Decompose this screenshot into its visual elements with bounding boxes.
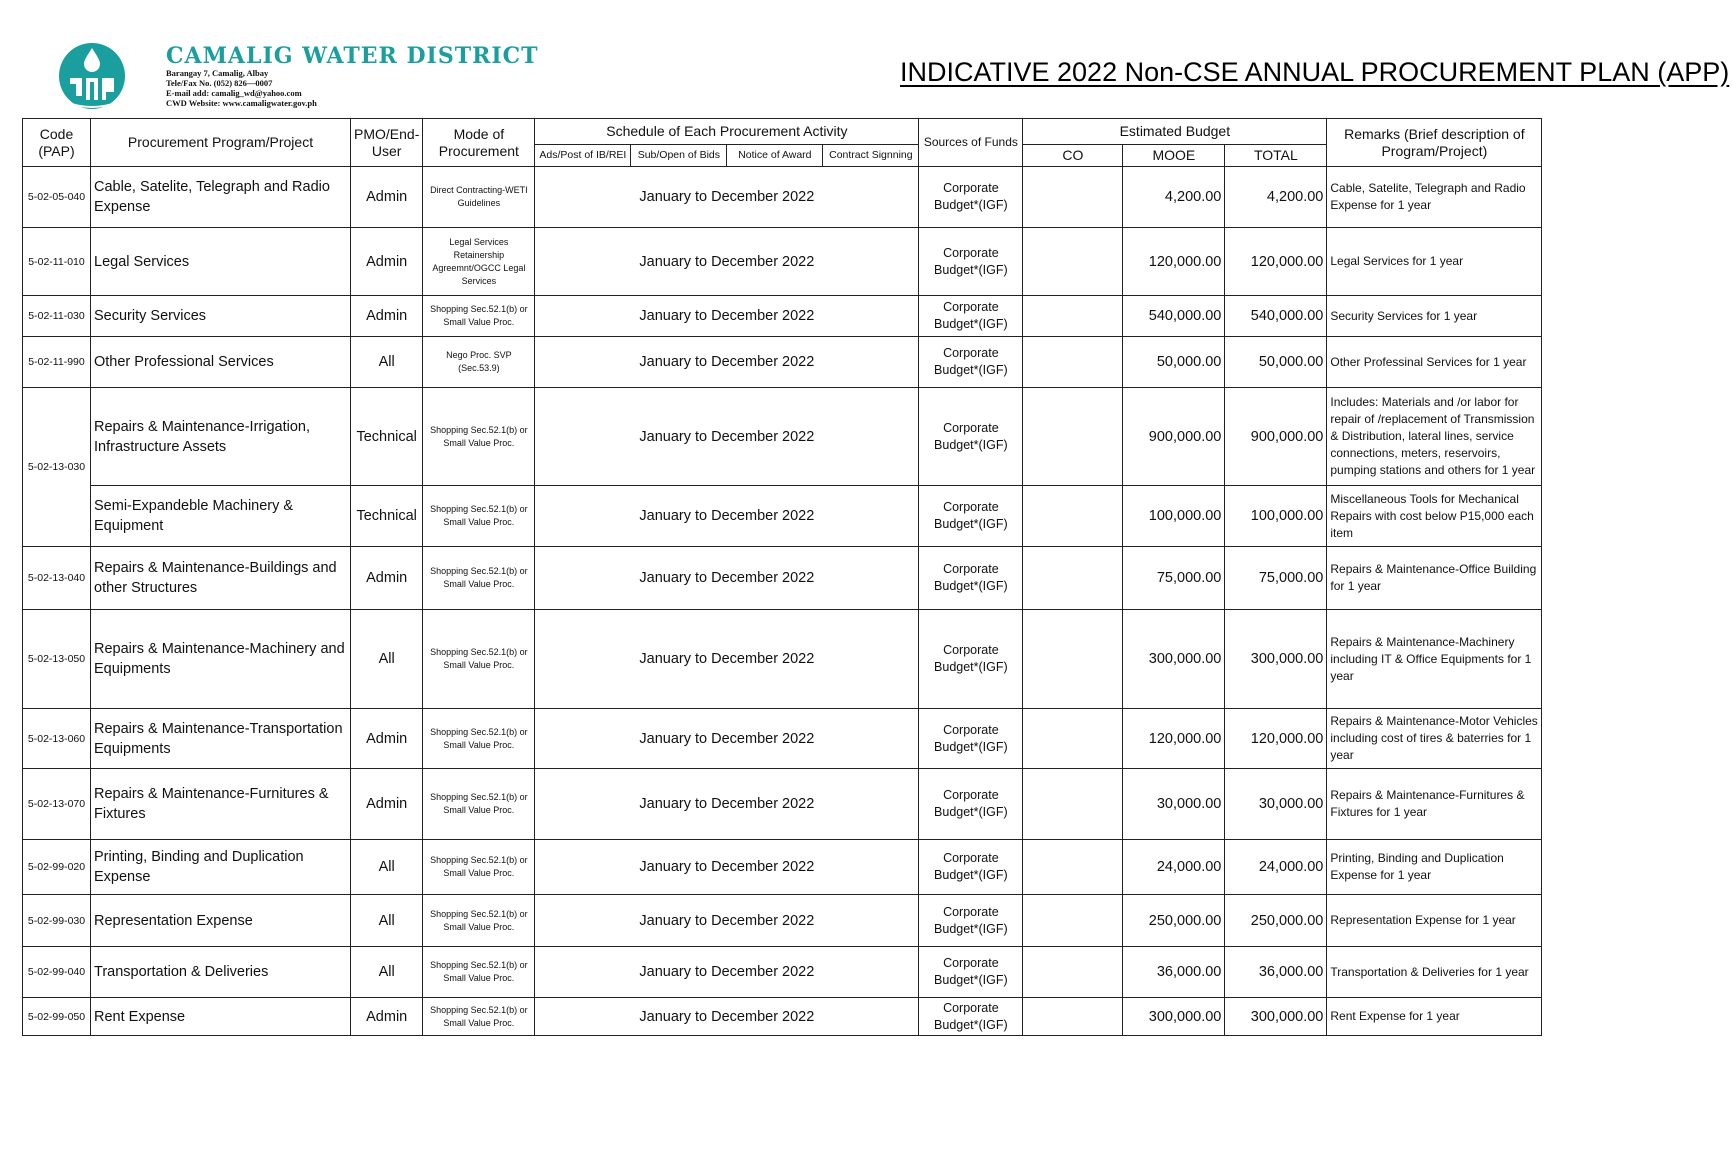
row-remarks: Legal Services for 1 year	[1327, 228, 1542, 296]
row-code: 5-02-99-050	[23, 998, 91, 1036]
row-mooe: 250,000.00	[1123, 895, 1225, 947]
row-mooe: 300,000.00	[1123, 610, 1225, 709]
procurement-plan-table	[22, 118, 1542, 1036]
row-schedule: January to December 2022	[535, 547, 919, 610]
row-mooe: 300,000.00	[1123, 998, 1225, 1036]
table-row	[23, 840, 1542, 895]
row-pmo: Admin	[351, 769, 423, 840]
row-fund: Corporate Budget*(IGF)	[919, 228, 1023, 296]
row-schedule: January to December 2022	[535, 709, 919, 769]
row-schedule: January to December 2022	[535, 337, 919, 388]
row-total: 120,000.00	[1225, 709, 1327, 769]
row-fund: Corporate Budget*(IGF)	[919, 610, 1023, 709]
row-remarks: Representation Expense for 1 year	[1327, 895, 1542, 947]
table-row	[23, 167, 1542, 228]
table-row	[23, 388, 1542, 486]
row-fund: Corporate Budget*(IGF)	[919, 337, 1023, 388]
row-schedule: January to December 2022	[535, 840, 919, 895]
row-mooe: 24,000.00	[1123, 840, 1225, 895]
row-mode: Shopping Sec.52.1(b) or Small Value Proc.	[423, 547, 535, 610]
org-email: E-mail add: camalig_wd@yahoo.com	[166, 88, 302, 98]
row-mooe: 120,000.00	[1123, 709, 1225, 769]
row-mode: Shopping Sec.52.1(b) or Small Value Proc.	[423, 947, 535, 998]
row-fund: Corporate Budget*(IGF)	[919, 769, 1023, 840]
row-schedule: January to December 2022	[535, 296, 919, 337]
table-row	[23, 769, 1542, 840]
row-schedule: January to December 2022	[535, 998, 919, 1036]
row-pmo: Admin	[351, 709, 423, 769]
row-program: Repairs & Maintenance-Irrigation, Infrastructure Assets	[91, 388, 351, 486]
row-remarks: Security Services for 1 year	[1327, 296, 1542, 337]
row-total: 4,200.00	[1225, 167, 1327, 228]
row-mode: Shopping Sec.52.1(b) or Small Value Proc.	[423, 610, 535, 709]
table-row	[23, 547, 1542, 610]
org-info	[166, 44, 539, 108]
row-co	[1023, 167, 1123, 228]
row-remarks: Repairs & Maintenance-Machinery including IT & Office Equipments for 1 year	[1327, 610, 1542, 709]
row-mode: Nego Proc. SVP (Sec.53.9)	[423, 337, 535, 388]
row-schedule: January to December 2022	[535, 947, 919, 998]
row-co	[1023, 388, 1123, 486]
col-header-pmo: PMO/End-User	[351, 119, 423, 167]
col-header-ads: Ads/Post of IB/REI	[535, 145, 631, 167]
row-program: Rent Expense	[91, 998, 351, 1036]
row-pmo: All	[351, 947, 423, 998]
row-co	[1023, 769, 1123, 840]
row-total: 120,000.00	[1225, 228, 1327, 296]
col-header-remarks: Remarks (Brief description of Program/Project)	[1327, 119, 1542, 167]
row-remarks: Transportation & Deliveries for 1 year	[1327, 947, 1542, 998]
col-header-co: CO	[1023, 145, 1123, 167]
header-row-top	[23, 119, 1542, 145]
row-remarks: Repairs & Maintenance-Furnitures & Fixtures for 1 year	[1327, 769, 1542, 840]
table-row	[23, 709, 1542, 769]
org-website: CWD Website: www.camaligwater.gov.ph	[166, 98, 317, 108]
row-program: Repairs & Maintenance-Furnitures & Fixtures	[91, 769, 351, 840]
row-total: 75,000.00	[1225, 547, 1327, 610]
row-mode: Shopping Sec.52.1(b) or Small Value Proc.	[423, 709, 535, 769]
row-pmo: All	[351, 895, 423, 947]
row-total: 300,000.00	[1225, 998, 1327, 1036]
row-schedule: January to December 2022	[535, 895, 919, 947]
row-schedule: January to December 2022	[535, 228, 919, 296]
row-code: 5-02-99-040	[23, 947, 91, 998]
row-remarks: Other Professinal Services for 1 year	[1327, 337, 1542, 388]
row-code: 5-02-13-030	[23, 388, 91, 547]
col-header-sub-open: Sub/Open of Bids	[631, 145, 727, 167]
row-schedule: January to December 2022	[535, 610, 919, 709]
row-total: 30,000.00	[1225, 769, 1327, 840]
row-code: 5-02-13-050	[23, 610, 91, 709]
row-fund: Corporate Budget*(IGF)	[919, 998, 1023, 1036]
row-pmo: Admin	[351, 228, 423, 296]
row-total: 300,000.00	[1225, 610, 1327, 709]
row-mooe: 36,000.00	[1123, 947, 1225, 998]
row-total: 250,000.00	[1225, 895, 1327, 947]
row-mode: Shopping Sec.52.1(b) or Small Value Proc.	[423, 388, 535, 486]
row-fund: Corporate Budget*(IGF)	[919, 947, 1023, 998]
row-total: 50,000.00	[1225, 337, 1327, 388]
row-program: Transportation & Deliveries	[91, 947, 351, 998]
row-remarks: Repairs & Maintenance-Motor Vehicles including cost of tires & baterries for 1 year	[1327, 709, 1542, 769]
row-pmo: Admin	[351, 167, 423, 228]
row-code: 5-02-13-040	[23, 547, 91, 610]
row-mooe: 4,200.00	[1123, 167, 1225, 228]
row-mooe: 75,000.00	[1123, 547, 1225, 610]
row-mode: Shopping Sec.52.1(b) or Small Value Proc.	[423, 998, 535, 1036]
row-co	[1023, 337, 1123, 388]
col-header-mooe: MOOE	[1123, 145, 1225, 167]
row-schedule: January to December 2022	[535, 388, 919, 486]
row-total: 900,000.00	[1225, 388, 1327, 486]
row-program: Repairs & Maintenance-Buildings and other Structures	[91, 547, 351, 610]
row-program: Printing, Binding and Duplication Expense	[91, 840, 351, 895]
row-mooe: 120,000.00	[1123, 228, 1225, 296]
row-code: 5-02-99-030	[23, 895, 91, 947]
row-program: Repairs & Maintenance-Machinery and Equipments	[91, 610, 351, 709]
row-fund: Corporate Budget*(IGF)	[919, 709, 1023, 769]
row-pmo: All	[351, 840, 423, 895]
row-schedule: January to December 2022	[535, 486, 919, 547]
row-fund: Corporate Budget*(IGF)	[919, 296, 1023, 337]
col-header-budget: Estimated Budget	[1023, 119, 1327, 145]
row-remarks: Rent Expense for 1 year	[1327, 998, 1542, 1036]
table-row	[23, 610, 1542, 709]
row-total: 36,000.00	[1225, 947, 1327, 998]
table-row	[23, 895, 1542, 947]
row-co	[1023, 840, 1123, 895]
row-code: 5-02-11-030	[23, 296, 91, 337]
row-code: 5-02-11-010	[23, 228, 91, 296]
row-fund: Corporate Budget*(IGF)	[919, 486, 1023, 547]
row-mooe: 100,000.00	[1123, 486, 1225, 547]
org-name: CAMALIG WATER DISTRICT	[166, 43, 539, 69]
table-row	[23, 337, 1542, 388]
col-header-contract: Contract Signning	[823, 145, 919, 167]
row-remarks: Printing, Binding and Duplication Expense for 1 year	[1327, 840, 1542, 895]
col-header-mode: Mode of Procurement	[423, 119, 535, 167]
table-row	[23, 296, 1542, 337]
row-remarks: Miscellaneous Tools for Mechanical Repairs with cost below P15,000 each item	[1327, 486, 1542, 547]
row-program: Legal Services	[91, 228, 351, 296]
row-mode: Legal Services Retainership Agreemnt/OGCC Legal Services	[423, 228, 535, 296]
row-pmo: Admin	[351, 547, 423, 610]
table-row	[23, 998, 1542, 1036]
row-fund: Corporate Budget*(IGF)	[919, 388, 1023, 486]
row-total: 24,000.00	[1225, 840, 1327, 895]
row-pmo: Technical	[351, 388, 423, 486]
row-code: 5-02-13-060	[23, 709, 91, 769]
row-code: 5-02-05-040	[23, 167, 91, 228]
row-co	[1023, 947, 1123, 998]
row-remarks: Repairs & Maintenance-Office Building for 1 year	[1327, 547, 1542, 610]
row-total: 540,000.00	[1225, 296, 1327, 337]
page-title: INDICATIVE 2022 Non-CSE ANNUAL PROCUREMENT PLAN (APP)	[900, 57, 1730, 87]
row-mode: Shopping Sec.52.1(b) or Small Value Proc.	[423, 895, 535, 947]
row-fund: Corporate Budget*(IGF)	[919, 547, 1023, 610]
row-mooe: 900,000.00	[1123, 388, 1225, 486]
row-pmo: Technical	[351, 486, 423, 547]
row-pmo: All	[351, 337, 423, 388]
row-program: Cable, Satelite, Telegraph and Radio Expense	[91, 167, 351, 228]
row-remarks: Includes: Materials and /or labor for repair of /replacement of Transmission & Distribution, lateral lines, service connections, meters, reservoirs, pumping stations and others for 1 year	[1327, 388, 1542, 486]
water-district-logo-icon	[56, 42, 128, 110]
table-row	[23, 228, 1542, 296]
document-header	[0, 0, 1733, 120]
row-pmo: All	[351, 610, 423, 709]
row-mode: Shopping Sec.52.1(b) or Small Value Proc.	[423, 296, 535, 337]
row-fund: Corporate Budget*(IGF)	[919, 840, 1023, 895]
row-co	[1023, 895, 1123, 947]
row-remarks: Cable, Satelite, Telegraph and Radio Expense for 1 year	[1327, 167, 1542, 228]
row-mode: Shopping Sec.52.1(b) or Small Value Proc.	[423, 769, 535, 840]
row-mooe: 30,000.00	[1123, 769, 1225, 840]
row-program: Representation Expense	[91, 895, 351, 947]
row-total: 100,000.00	[1225, 486, 1327, 547]
row-mooe: 540,000.00	[1123, 296, 1225, 337]
row-co	[1023, 547, 1123, 610]
row-code: 5-02-99-020	[23, 840, 91, 895]
table-row	[23, 486, 1542, 547]
row-co	[1023, 709, 1123, 769]
row-mode: Shopping Sec.52.1(b) or Small Value Proc.	[423, 840, 535, 895]
row-program: Security Services	[91, 296, 351, 337]
table-row	[23, 947, 1542, 998]
row-mooe: 50,000.00	[1123, 337, 1225, 388]
row-co	[1023, 228, 1123, 296]
row-schedule: January to December 2022	[535, 769, 919, 840]
row-co	[1023, 610, 1123, 709]
row-co	[1023, 998, 1123, 1036]
row-code: 5-02-11-990	[23, 337, 91, 388]
row-fund: Corporate Budget*(IGF)	[919, 895, 1023, 947]
col-header-sources: Sources of Funds	[919, 119, 1023, 167]
row-co	[1023, 296, 1123, 337]
row-program: Repairs & Maintenance-Transportation Equipments	[91, 709, 351, 769]
row-co	[1023, 486, 1123, 547]
row-mode: Direct Contracting-WETI Guidelines	[423, 167, 535, 228]
row-code: 5-02-13-070	[23, 769, 91, 840]
org-telfax: Tele/Fax No. (052) 826—0007	[166, 78, 273, 88]
col-header-schedule: Schedule of Each Procurement Activity	[535, 119, 919, 145]
col-header-code: Code (PAP)	[23, 119, 91, 167]
row-program: Semi-Expandeble Machinery & Equipment	[91, 486, 351, 547]
col-header-total: TOTAL	[1225, 145, 1327, 167]
col-header-program: Procurement Program/Project	[91, 119, 351, 167]
row-mode: Shopping Sec.52.1(b) or Small Value Proc.	[423, 486, 535, 547]
row-schedule: January to December 2022	[535, 167, 919, 228]
org-address: Barangay 7, Camalig, Albay	[166, 68, 269, 78]
row-pmo: Admin	[351, 998, 423, 1036]
row-pmo: Admin	[351, 296, 423, 337]
row-program: Other Professional Services	[91, 337, 351, 388]
row-fund: Corporate Budget*(IGF)	[919, 167, 1023, 228]
col-header-notice: Notice of Award	[727, 145, 823, 167]
